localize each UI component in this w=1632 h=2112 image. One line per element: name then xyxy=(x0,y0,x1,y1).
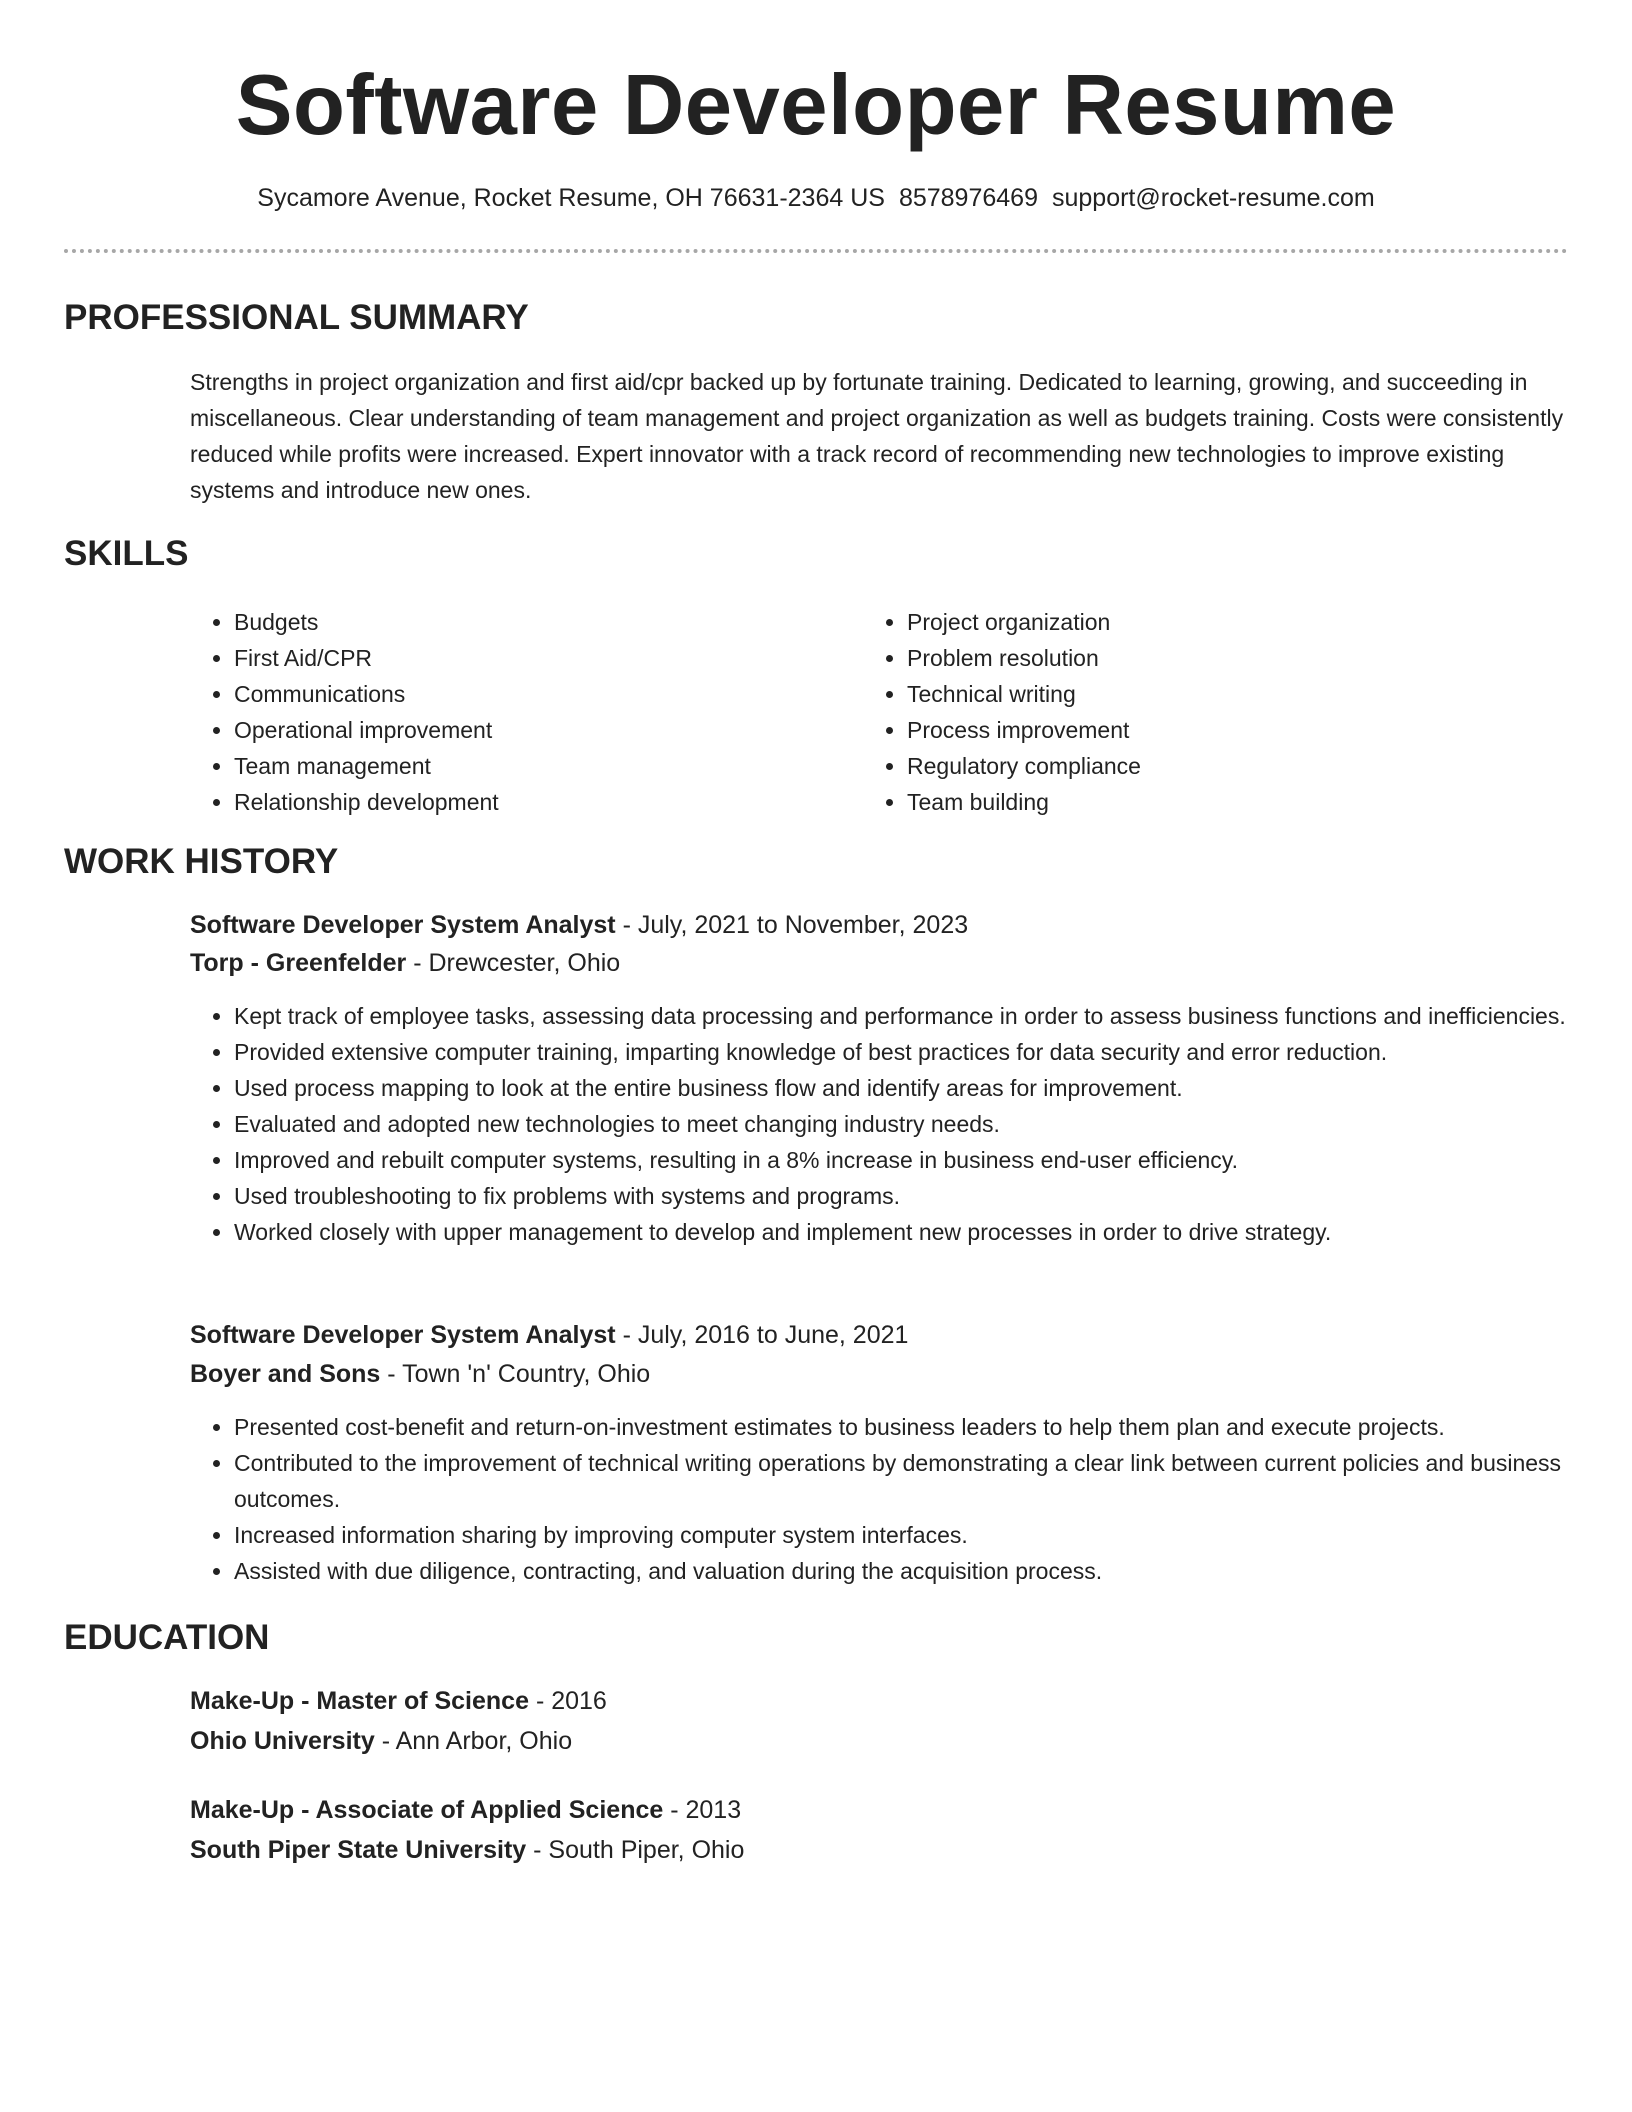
job-bullet: • Used process mapping to look at the entire business flow and identify areas for improvement. xyxy=(234,1070,1575,1106)
header-divider xyxy=(64,249,1568,253)
education-degree: Make-Up - Master of Science xyxy=(190,1687,529,1715)
skill-item: • Technical writing xyxy=(907,676,1141,712)
section-title-education: EDUCATION xyxy=(64,1618,270,1657)
education-location: - South Piper, Ohio xyxy=(526,1836,745,1864)
skill-item: • Relationship development xyxy=(234,784,499,820)
section-title-summary: PROFESSIONAL SUMMARY xyxy=(64,298,529,337)
job-bullet: • Increased information sharing by improving computer system interfaces. xyxy=(234,1517,1575,1553)
skill-item: • Project organization xyxy=(907,604,1141,640)
job-company: Torp - Greenfelder xyxy=(190,949,407,977)
skills-list-right xyxy=(863,604,1141,820)
job-bullets xyxy=(190,1409,1575,1589)
skills-list-left xyxy=(190,604,499,820)
job-location: - Town 'n' Country, Ohio xyxy=(380,1360,651,1388)
contact-line xyxy=(0,182,1632,214)
skill-item: • Problem resolution xyxy=(907,640,1141,676)
section-title-work-history: WORK HISTORY xyxy=(64,842,339,881)
job-bullet: • Presented cost-benefit and return-on-investment estimates to business leaders to help them plan and execute projects. xyxy=(234,1409,1575,1445)
education-school: Ohio University xyxy=(190,1727,375,1755)
education-school-line xyxy=(190,1722,572,1760)
job-role: Software Developer System Analyst xyxy=(190,1321,616,1349)
skill-item: • Regulatory compliance xyxy=(907,748,1141,784)
job-bullet: • Assisted with due diligence, contracting, and valuation during the acquisition process. xyxy=(234,1553,1575,1589)
skill-item: • Communications xyxy=(234,676,499,712)
education-year: - 2016 xyxy=(529,1687,607,1715)
job-bullet: • Evaluated and adopted new technologies to meet changing industry needs. xyxy=(234,1106,1575,1142)
education-degree-line xyxy=(190,1682,607,1720)
skill-item: • Team management xyxy=(234,748,499,784)
job-role: Software Developer System Analyst xyxy=(190,911,616,939)
skill-item: • Operational improvement xyxy=(234,712,499,748)
job-bullets xyxy=(190,998,1575,1250)
job-bullet: • Worked closely with upper management to develop and implement new processes in order to drive strategy. xyxy=(234,1214,1575,1250)
education-year: - 2013 xyxy=(663,1796,742,1824)
job-dates: - July, 2016 to June, 2021 xyxy=(615,1321,909,1349)
job-company-line xyxy=(190,1355,650,1393)
summary-text: Strengths in project organization and first aid/cpr backed up by fortunate training. Dedicated to learning, growing, and succeeding in miscellaneous. Clear understanding of team management and project organization as well as budgets training. Costs were consistently reduced while profits were increased. Expert innovator with a track record of recommending new technologies to improve existing systems and introduce new ones. xyxy=(190,369,1564,503)
skill-item: • Budgets xyxy=(234,604,499,640)
contact-phone: 8578976469 xyxy=(898,184,1038,212)
education-degree: Make-Up - Associate of Applied Science xyxy=(190,1796,664,1824)
job-company: Boyer and Sons xyxy=(190,1360,381,1388)
job-dates: - July, 2021 to November, 2023 xyxy=(615,911,969,939)
contact-email: support@rocket-resume.com xyxy=(1051,184,1375,212)
skill-item: • First Aid/CPR xyxy=(234,640,499,676)
section-title-skills: SKILLS xyxy=(64,534,189,573)
job-bullet: • Improved and rebuilt computer systems, resulting in a 8% increase in business end-user efficiency. xyxy=(234,1142,1575,1178)
education-location: - Ann Arbor, Ohio xyxy=(374,1727,573,1755)
resume-title: Software Developer Resume xyxy=(235,58,1397,153)
skill-item: • Team building xyxy=(907,784,1141,820)
job-bullet: • Used troubleshooting to fix problems with systems and programs. xyxy=(234,1178,1575,1214)
job-company-line xyxy=(190,944,620,982)
job-title-line xyxy=(190,906,968,944)
education-degree-line xyxy=(190,1791,741,1829)
education-school: South Piper State University xyxy=(190,1836,527,1864)
job-bullet: • Kept track of employee tasks, assessing data processing and performance in order to assess business functions and inefficiencies. xyxy=(234,998,1575,1034)
job-bullet: • Contributed to the improvement of technical writing operations by demonstrating a clear link between current policies and business outcomes. xyxy=(234,1445,1575,1517)
contact-address: Sycamore Avenue, Rocket Resume, OH 76631-2364 US xyxy=(257,184,885,212)
job-location: - Drewcester, Ohio xyxy=(406,949,621,977)
education-school-line xyxy=(190,1831,744,1869)
skill-item: • Process improvement xyxy=(907,712,1141,748)
job-title-line xyxy=(190,1316,908,1354)
job-bullet: • Provided extensive computer training, imparting knowledge of best practices for data security and error reduction. xyxy=(234,1034,1575,1070)
